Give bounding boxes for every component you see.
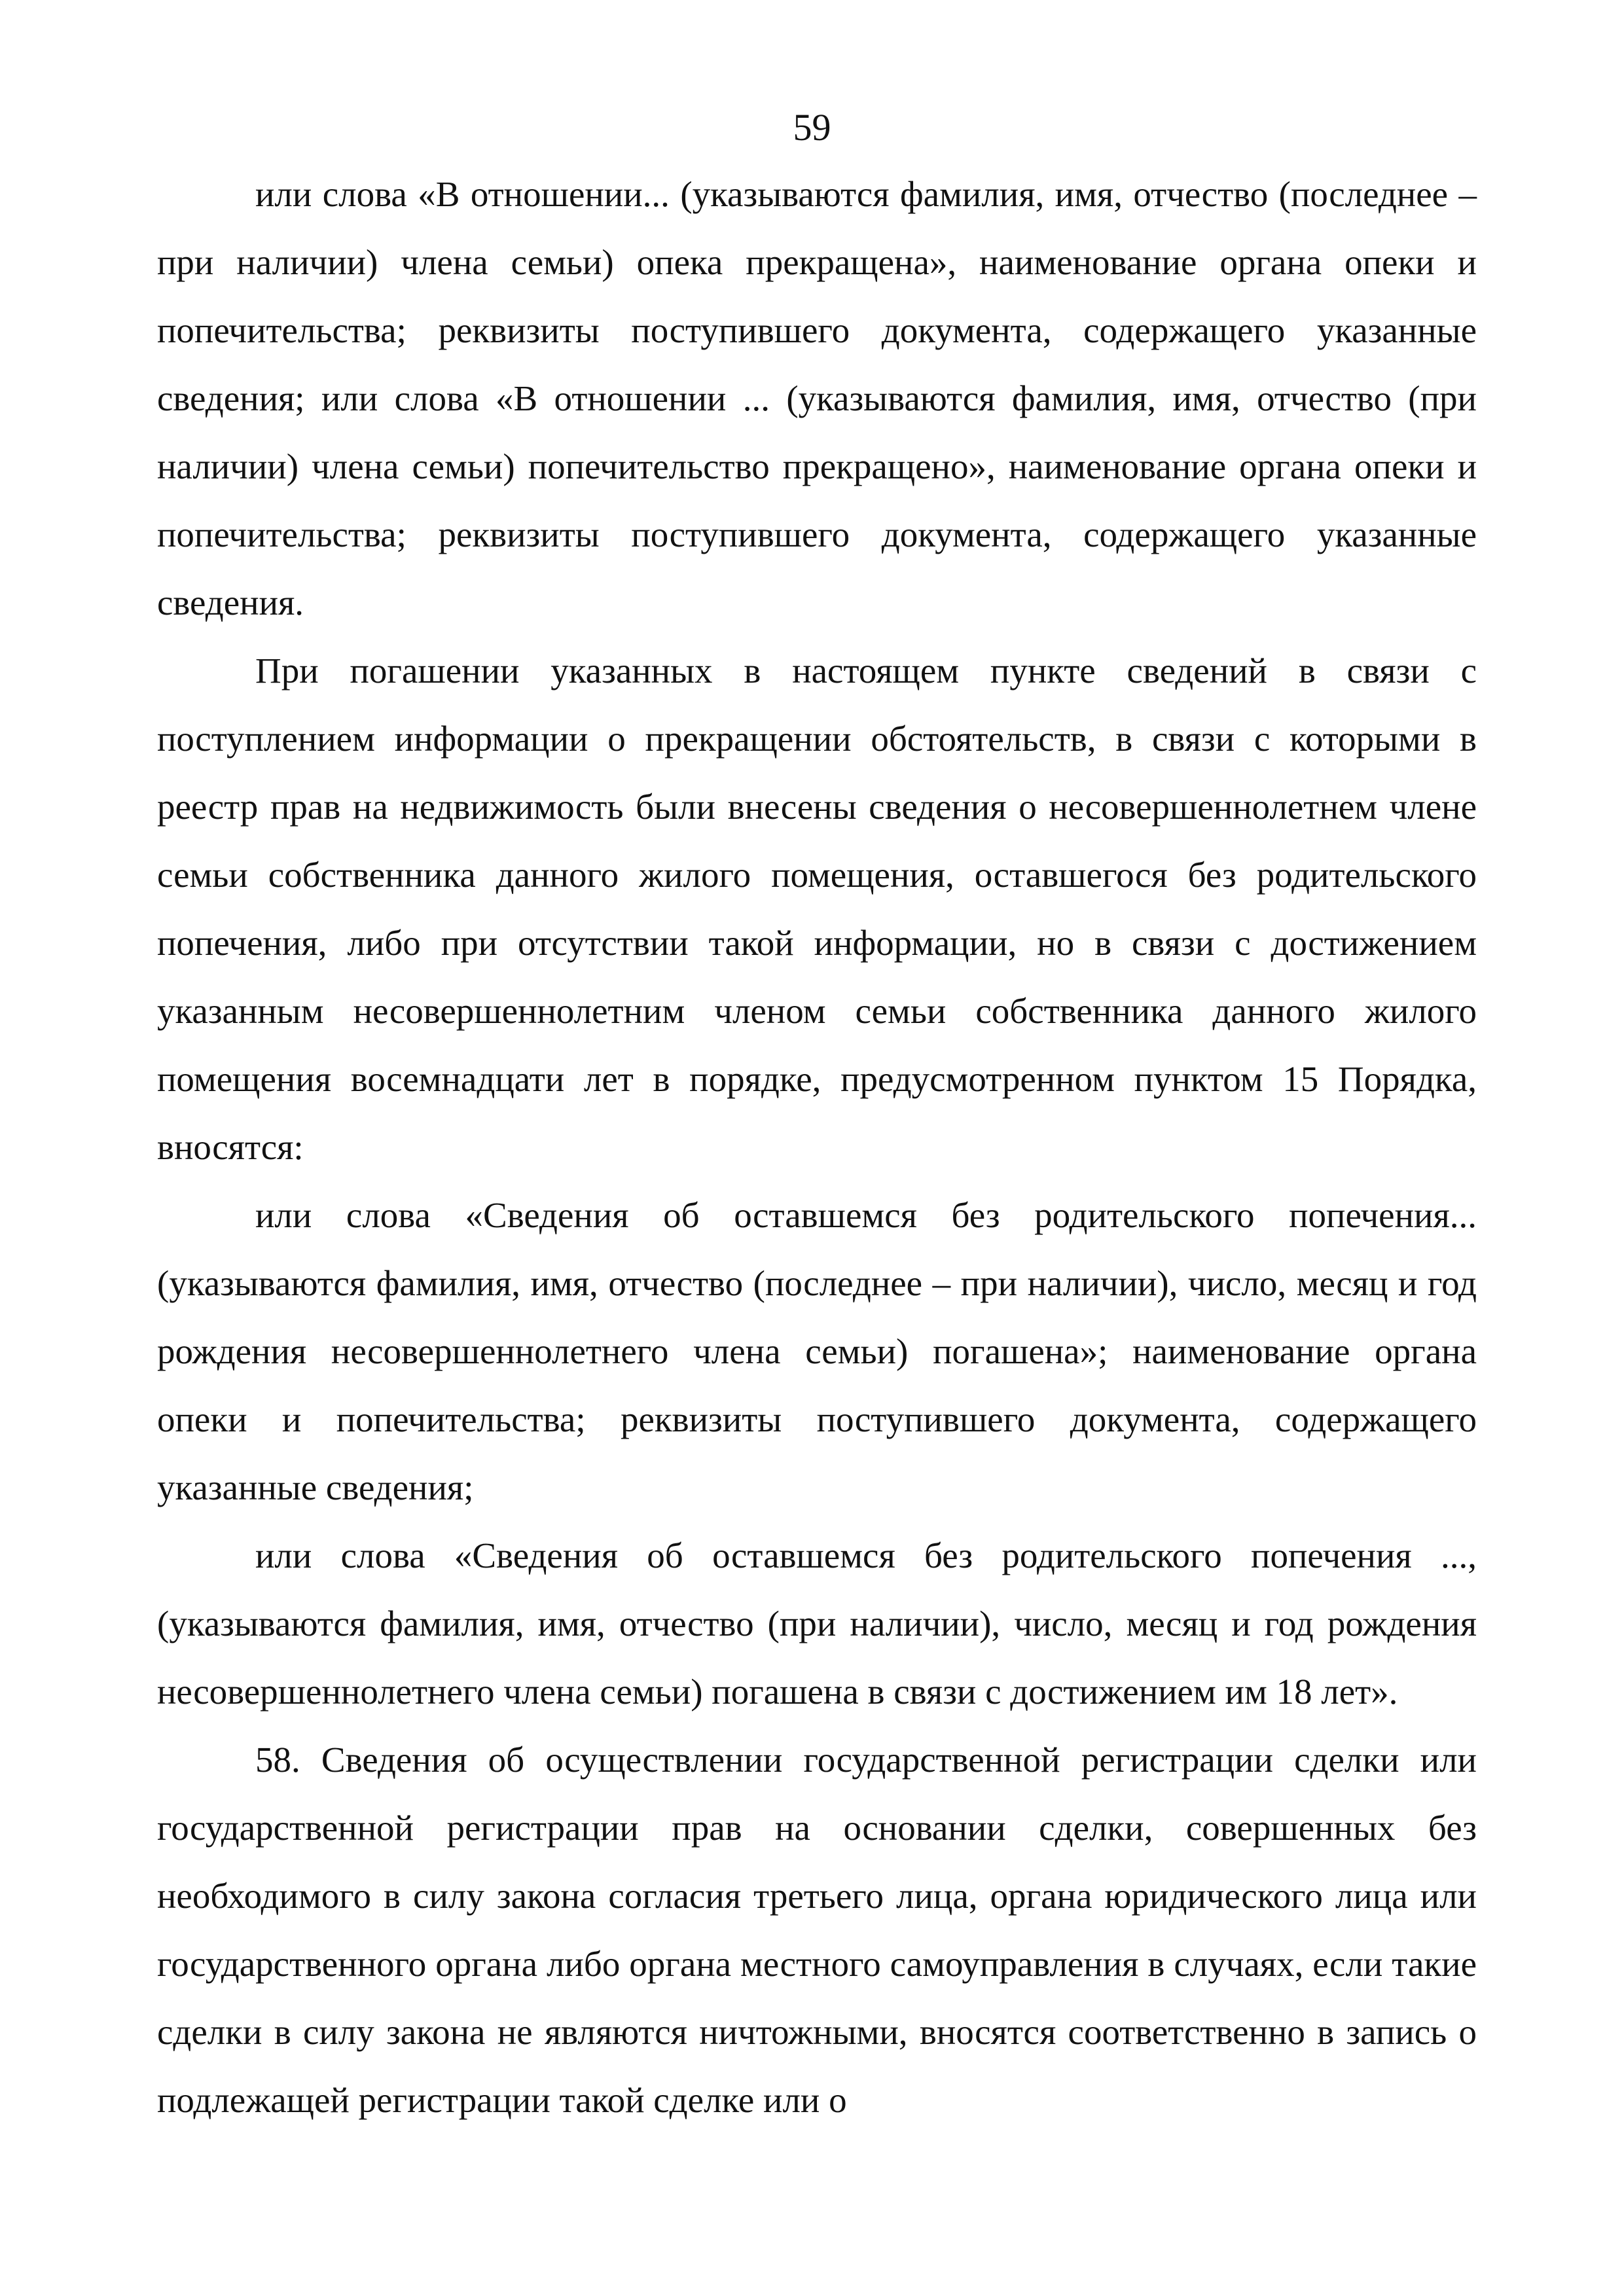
paragraph-guardianship-terminated: или слова «В отношении... (указываются фамилия, имя, отчество (последнее – при наличии) члена семьи) опека прекращена», наименование органа опеки и попечительства; реквизиты поступившего документа, содержащего указанные сведения; или слова «В отношении ... (указываются фамилия, имя, отчество (при наличии) члена семьи) попечительство прекращено», наименование органа опеки и попечительства; реквизиты поступившего документа, содержащего указанные сведения. <box>157 174 1477 622</box>
paragraph-record-cancelled-age-18: или слова «Сведения об оставшемся без родительского попечения ..., (указываются фамилия, имя, отчество (при наличии), число, месяц и год рождения несовершеннолетнего члена семьи) погашена в связи с достижением им 18 лет». <box>157 1535 1477 1712</box>
document-body <box>157 160 1477 2134</box>
paragraph-record-cancelled: или слова «Сведения об оставшемся без родительского попечения... (указываются фамилия, имя, отчество (последнее – при наличии), число, месяц и год рождения несовершеннолетнего члена семьи) погашена»; наименование органа опеки и попечительства; реквизиты поступившего документа, содержащего указанные сведения; <box>157 1195 1477 1507</box>
page-number: 59 <box>793 106 831 149</box>
paragraph-cancellation-of-records: При погашении указанных в настоящем пункте сведений в связи с поступлением информации о прекращении обстоятельств, в связи с которыми в реестр прав на недвижимость были внесены сведения о несовершеннолетнем члене семьи собственника данного жилого помещения, оставшегося без родительского попечения, либо при отсутствии такой информации, но в связи с достижением указанным несовершеннолетним членом семьи собственника данного жилого помещения восемнадцати лет в порядке, предусмотренном пунктом 15 Порядка, вносятся: <box>157 651 1477 1167</box>
paragraph-item-58: 58. Сведения об осуществлении государственной регистрации сделки или государственной регистрации прав на основании сделки, совершенных без необходимого в силу закона согласия третьего лица, органа юридического лица или государственного органа либо органа местного самоуправления в случаях, если такие сделки в силу закона не являются ничтожными, вносятся соответственно в запись о подлежащей регистрации такой сделке или о <box>157 1740 1477 2120</box>
